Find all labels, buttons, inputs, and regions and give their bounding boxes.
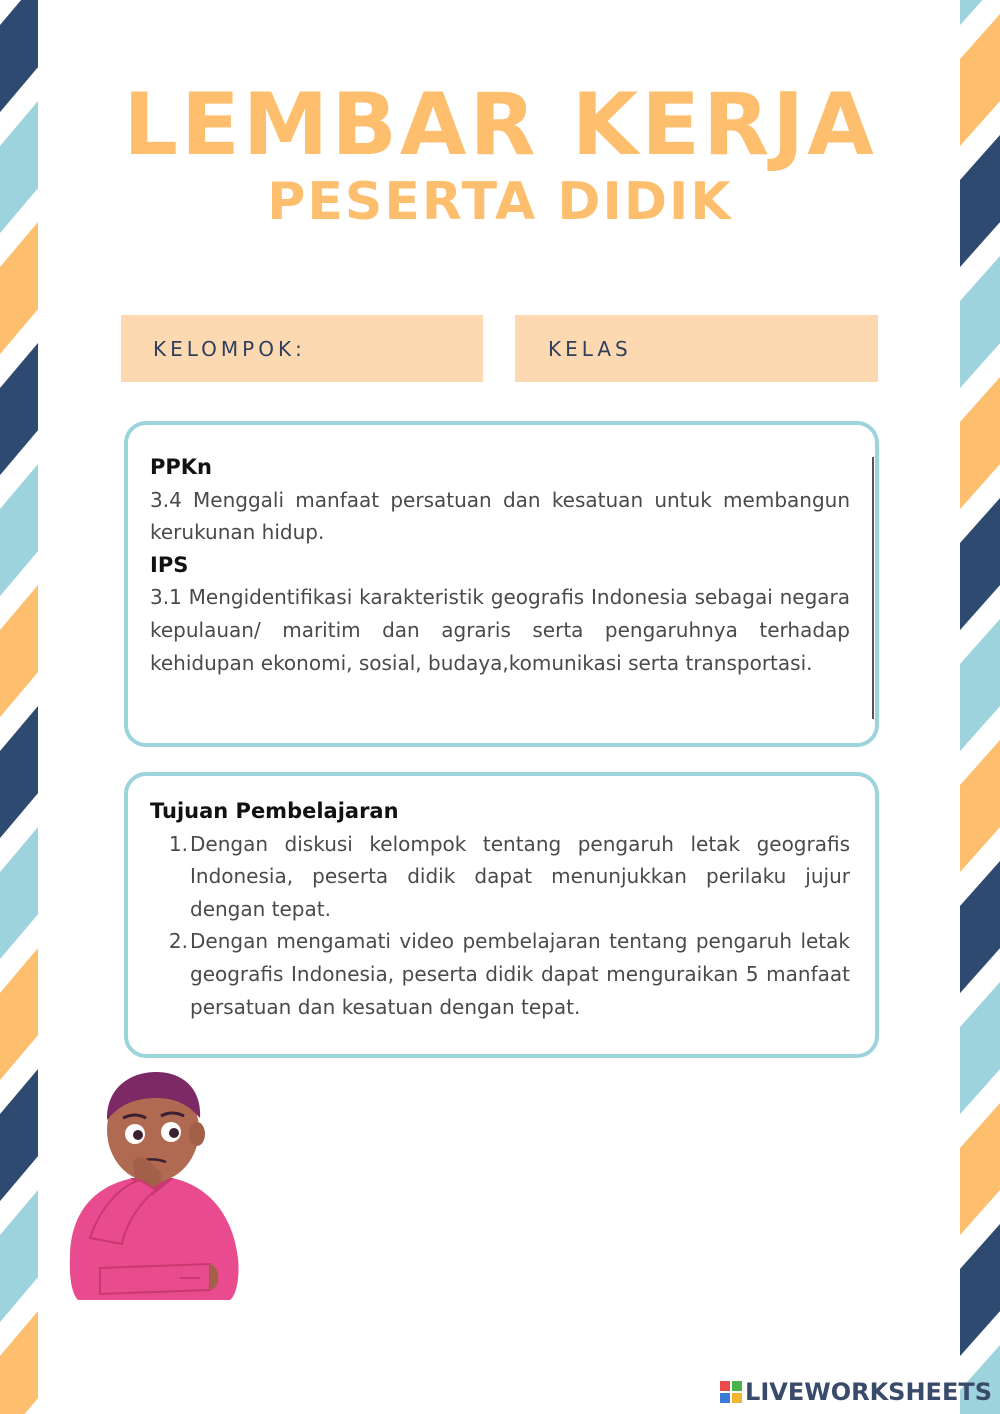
stripe-band [0, 1069, 38, 1201]
stripe-band [960, 982, 1000, 1114]
stripe-band [960, 377, 1000, 509]
goals-list [150, 828, 850, 1024]
stripe-band [0, 343, 38, 475]
goal-number: 1. [168, 831, 188, 856]
stripe-band [0, 827, 38, 959]
liveworksheets-brand[interactable] [720, 1378, 992, 1406]
stripe-band [0, 222, 38, 354]
ppkn-heading: PPKn [150, 455, 213, 479]
goal-text: Dengan diskusi kelompok tentang pengaruh letak geografis Indonesia, peserta didik dapat menunjukkan perilaku jujur dengan tepat. [190, 831, 850, 921]
stripe-band [0, 464, 38, 596]
page-subtitle: PESERTA DIDIK [267, 172, 733, 232]
kelas-label: KELAS [548, 336, 632, 361]
brand-text: LIVEWORKSHEETS [745, 1378, 992, 1406]
stripe-band [0, 1190, 38, 1322]
stripe-band [0, 1311, 38, 1414]
kelompok-field[interactable] [121, 315, 483, 382]
stripe-band [960, 498, 1000, 630]
stripe-band [960, 861, 1000, 993]
list-item [150, 828, 850, 926]
kelas-field[interactable] [515, 315, 878, 382]
liveworksheets-logo-icon [720, 1381, 742, 1403]
ips-text: 3.1 Mengidentifikasi karakteristik geografis Indonesia sebagai negara kepulauan/ maritim dan agraris serta pengaruhnya terhadap kehidupan ekonomi, sosial, budaya,komunikasi serta transportasi. [150, 585, 850, 675]
goal-text: Dengan mengamati video pembelajaran tentang pengaruh letak geografis Indonesia, peserta didik dapat menguraikan 5 manfaat persatuan dan kesatuan dengan tepat. [190, 929, 850, 1019]
stripe-band [960, 1224, 1000, 1356]
page-title: LEMBAR KERJA [123, 75, 877, 175]
stripe-band [960, 619, 1000, 751]
ppkn-text: 3.4 Menggali manfaat persatuan dan kesatuan untuk membangun kerukunan hidup. [150, 487, 850, 545]
stripe-band [0, 706, 38, 838]
goal-number: 2. [168, 929, 188, 954]
stripe-band [960, 1103, 1000, 1235]
stripe-band [0, 585, 38, 717]
tujuan-heading: Tujuan Pembelajaran [150, 799, 399, 823]
card-divider-line [872, 457, 874, 719]
stripe-band [960, 740, 1000, 872]
stripe-band [960, 256, 1000, 388]
list-item [150, 925, 850, 1023]
ips-heading: IPS [150, 552, 189, 577]
thinking-student-illustration [60, 1068, 245, 1304]
kelompok-label: KELOMPOK: [153, 336, 306, 361]
tujuan-pembelajaran-card [124, 772, 879, 1058]
kompetensi-dasar-card [124, 421, 879, 747]
stripe-band [0, 948, 38, 1080]
